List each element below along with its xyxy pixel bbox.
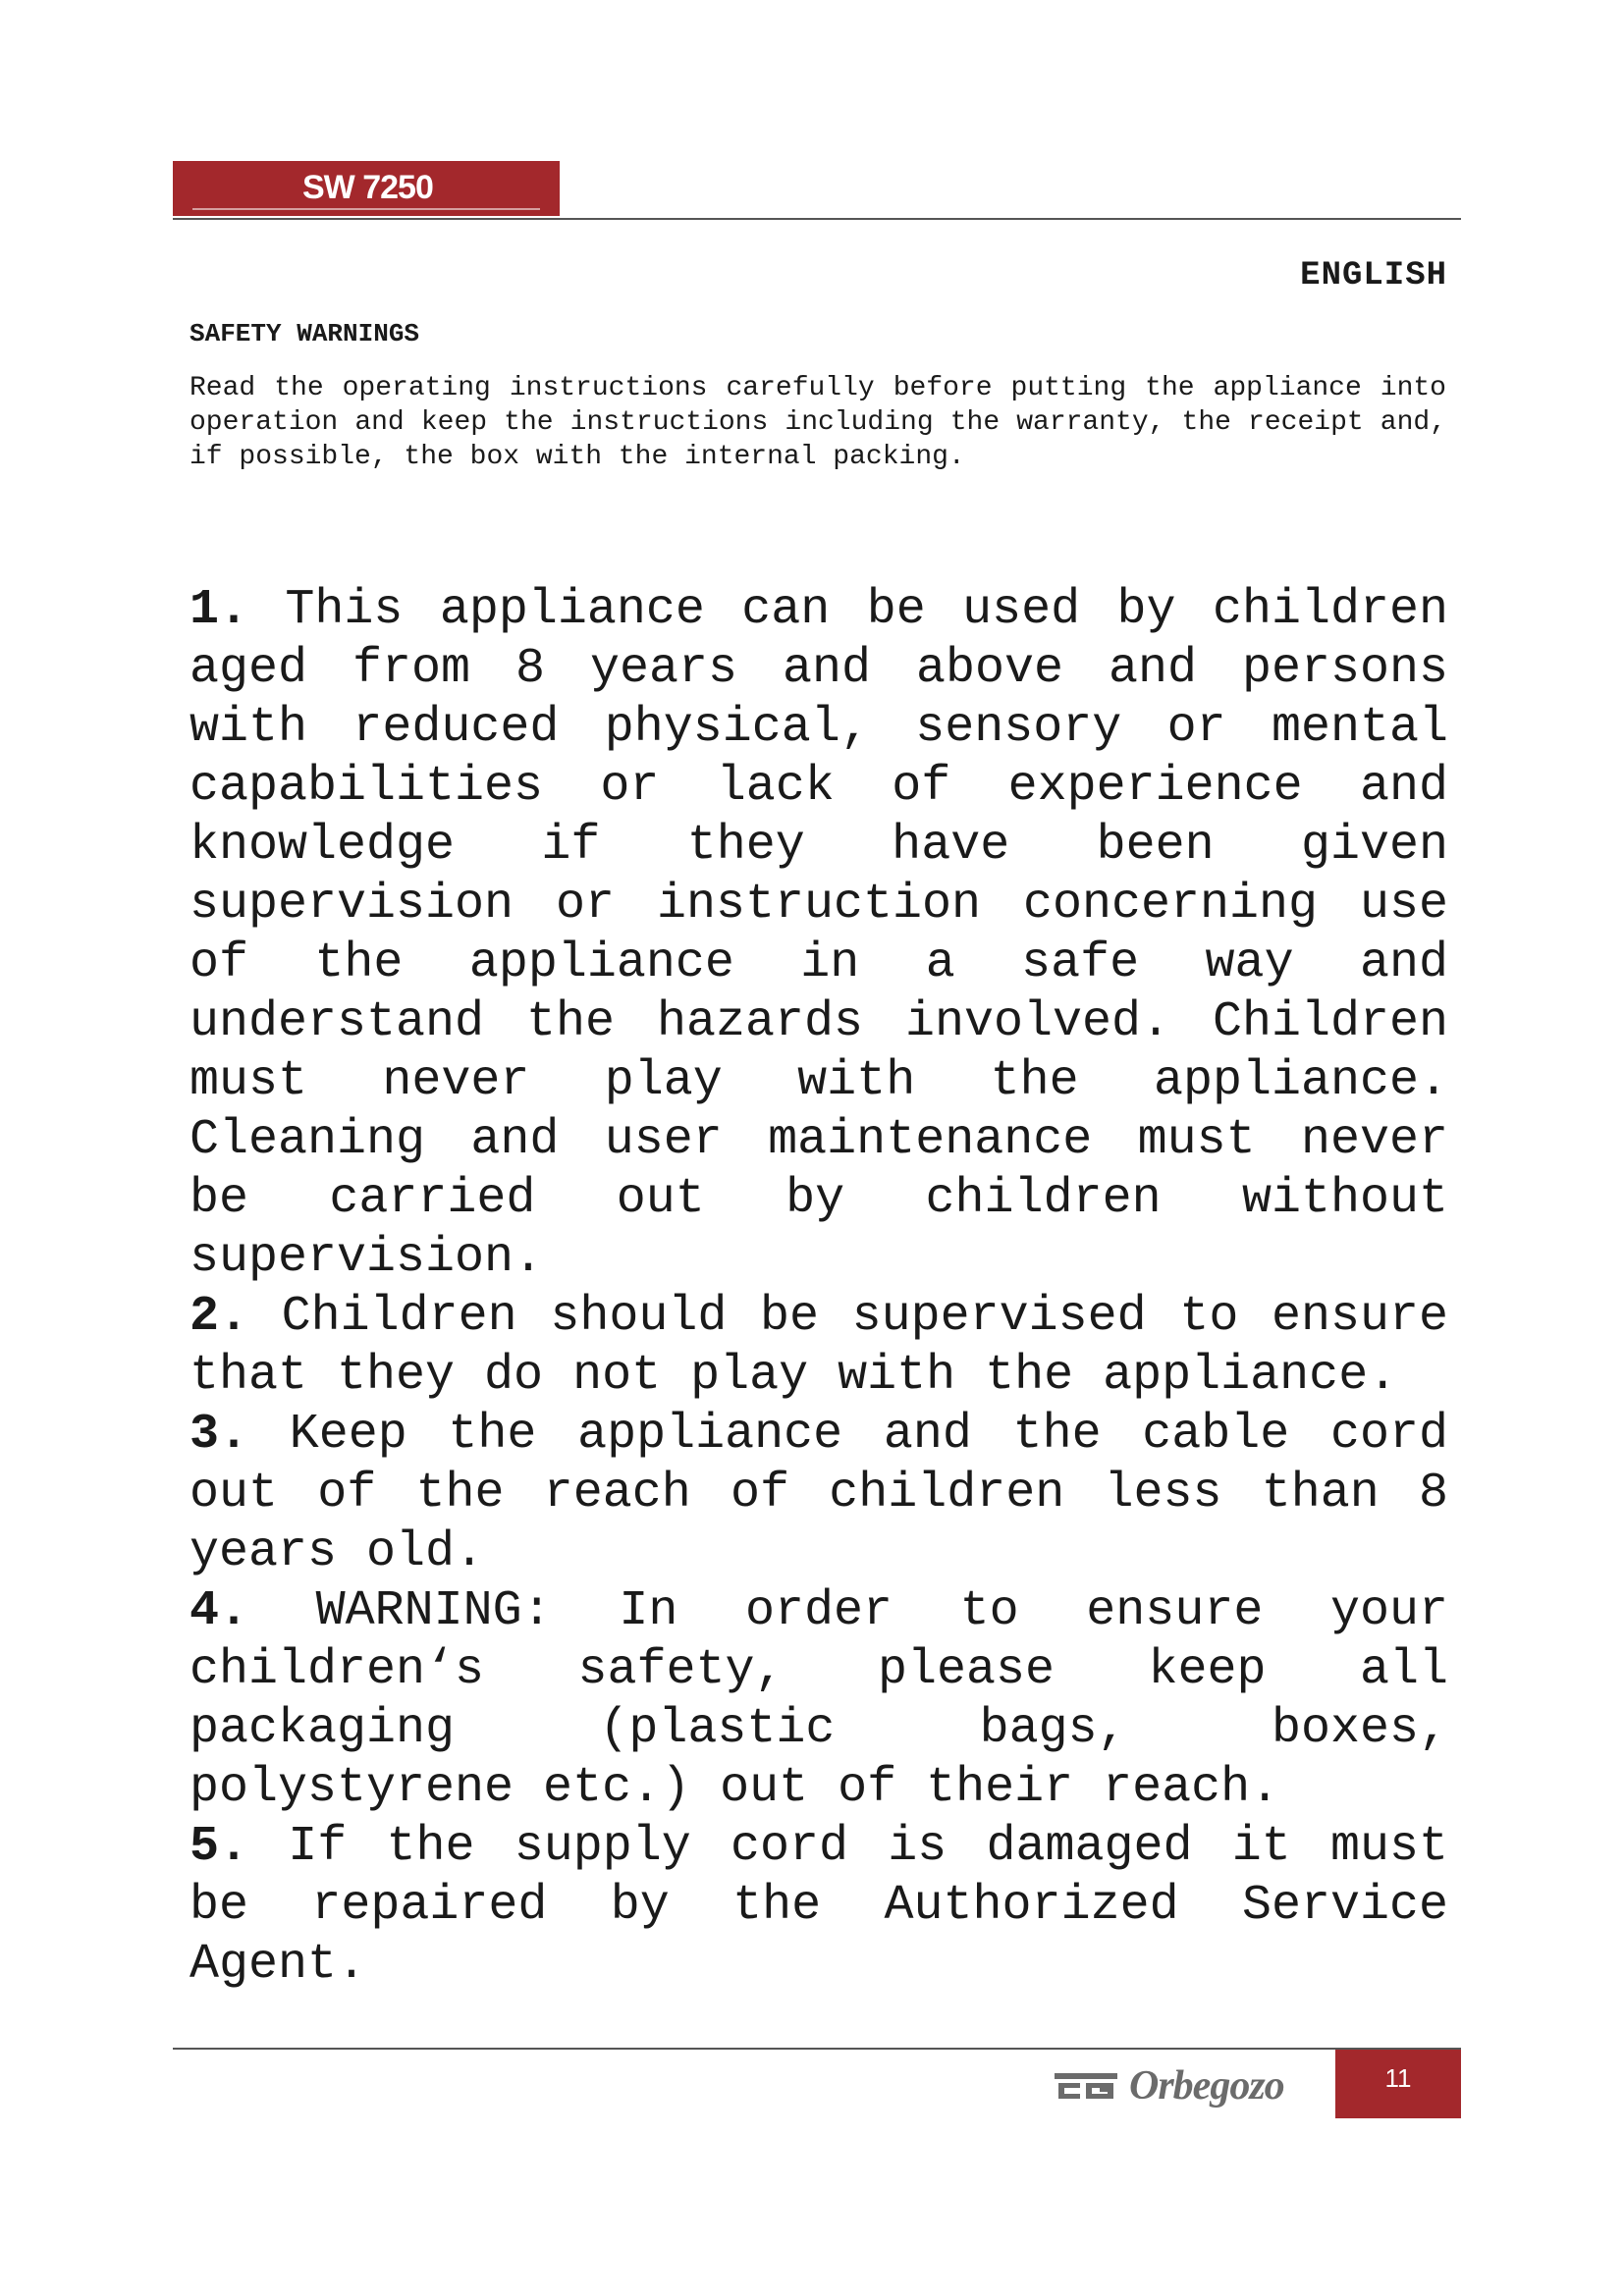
section-title: SAFETY WARNINGS xyxy=(189,319,420,348)
model-tab xyxy=(173,161,560,216)
footer-rule xyxy=(173,2048,1461,2050)
warning-number: 3. xyxy=(189,1407,249,1463)
warning-text: WARNING: In order to ensure your children‘s safety, please keep all packaging (plastic bags, boxes, polystyrene etc.) out of their reach. xyxy=(189,1583,1448,1816)
warning-number: 5. xyxy=(189,1819,249,1875)
model-underline xyxy=(192,208,540,210)
model-label: SW 7250 xyxy=(302,169,433,206)
warning-number: 2. xyxy=(189,1289,249,1345)
warning-item xyxy=(189,1818,1448,1995)
warning-item xyxy=(189,1288,1448,1406)
warning-item xyxy=(189,581,1448,1288)
language-label: ENGLISH xyxy=(1300,257,1447,294)
header-rule xyxy=(173,218,1461,220)
warning-text: Children should be supervised to ensure that they do not play with the appliance. xyxy=(189,1289,1448,1404)
warning-number: 4. xyxy=(189,1583,249,1639)
warning-number: 1. xyxy=(189,582,249,638)
warning-text: Keep the appliance and the cable cord out of the reach of children less than 8 years old. xyxy=(189,1407,1448,1580)
warning-item xyxy=(189,1406,1448,1582)
warning-text: This appliance can be used by children aged from 8 years and above and persons with reduced physical, sensory or mental capabilities or lack of experience and knowledge if they have been given supervision or instruction concerning use of the appliance in a safe way and understand the hazards involved. Children must never play with the appliance. Cleaning and user maintenance must never be carried out by children without supervision. xyxy=(189,582,1448,1286)
warning-text: If the supply cord is damaged it must be repaired by the Authorized Service Agent. xyxy=(189,1819,1448,1993)
intro-paragraph: Read the operating instructions carefully before putting the appliance into operation and keep the instructions including the warranty, the receipt and, if possible, the box with the internal packing. xyxy=(189,373,1446,472)
page-number: 11 xyxy=(1384,2063,1412,2093)
brand-logo xyxy=(1055,2061,1284,2110)
warnings-list xyxy=(189,581,1448,1995)
cg-logo-icon xyxy=(1055,2069,1117,2103)
brand-name: Orbegozo xyxy=(1129,2063,1284,2109)
warning-item xyxy=(189,1582,1448,1818)
page-number-box xyxy=(1335,2050,1461,2118)
